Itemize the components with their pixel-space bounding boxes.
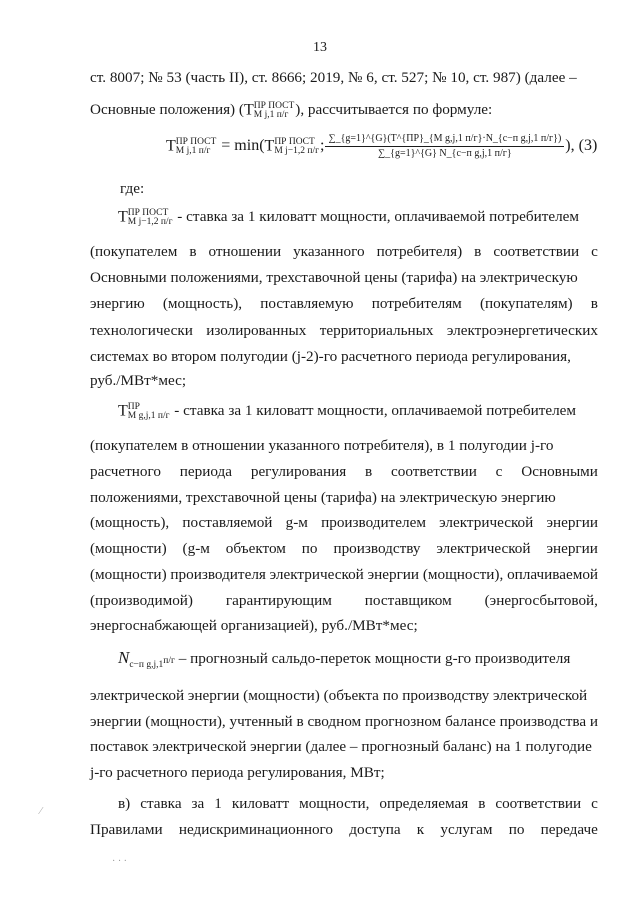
- formula-3: T ПР ПОСТ М j,1 п/г = min(T ПР ПОСТ М j−1,2 п/г ; $\frac{\text{∑\_\{g=1\}\textasciicircum{}\{G\}(T\textasciicircum{}\{ПР\}\_\{M g,j,1 п/г\}·N\_\{с−п g,j,1 п/г\})}}{\text{∑\_\{g=1\}\textasciicircum{}\{G\} N\_\{с−п g,j,1 п/г\}}}$ ), (3): [166, 133, 598, 159]
- word: объектом: [225, 540, 286, 558]
- text-line: [90, 591, 598, 611]
- word: с: [591, 795, 598, 812]
- word: (энергосбытовой,: [484, 591, 598, 609]
- word: производству: [333, 540, 421, 558]
- word: ст. 8007; № 53 (часть II), ст. 8666; 2019, № 6, ст. 527; № 10, ст. 987) (далее –: [90, 69, 577, 86]
- word: потребителя): [376, 243, 463, 260]
- word: гарантирующим: [225, 591, 332, 609]
- word: (g-м: [182, 540, 210, 558]
- word: Основными положениями, трехставочной цены (тарифа) на электрическую: [90, 269, 578, 287]
- word: соответствии: [495, 795, 582, 812]
- word: (производимой): [90, 591, 193, 609]
- word: киловатт: [231, 795, 290, 812]
- word: системах во втором полугодии (j-2)-го расчетного периода регулирования,: [90, 347, 571, 365]
- where-label: где:: [120, 180, 145, 197]
- word: (мощность),: [90, 514, 170, 532]
- text-line: [90, 242, 598, 262]
- tariff-symbol: T: [243, 101, 254, 119]
- text-line: [90, 513, 598, 533]
- text-line: [90, 294, 598, 314]
- word: энергию: [90, 295, 145, 313]
- text-line: [90, 268, 598, 288]
- word: ставка: [140, 795, 182, 812]
- word: (покупателем в отношении указанного потребителя), в 1 полугодии j-го: [90, 437, 554, 454]
- word: 1: [214, 795, 222, 812]
- word: в): [118, 795, 131, 812]
- page-number: 13: [313, 40, 327, 55]
- word: с: [591, 243, 598, 260]
- word: по: [301, 540, 318, 558]
- intro-line-2: Основные положения) (T ПР ПОСТ М j,1 п/г ), рассчитывается по формуле:: [90, 100, 493, 120]
- word: недискриминационного: [178, 821, 334, 838]
- formula-numerator: ∑_{g=1}^{G}(T^{ПР}_{M g,j,1 п/г}·N_{с−п g,j,1 п/г}): [325, 132, 564, 147]
- formula-fraction: [325, 132, 564, 161]
- word: в: [590, 295, 598, 313]
- word: определяемая: [379, 795, 469, 812]
- word: услугам: [440, 821, 493, 838]
- word: территориальных: [319, 321, 434, 339]
- text-line: [90, 539, 598, 559]
- def2-last: энергоснабжающей организацией), руб./МВт*мес;: [90, 617, 418, 634]
- word: энергии: [546, 540, 598, 558]
- def3-last: j-го расчетного периода регулирования, МВт;: [90, 764, 385, 781]
- word: соответствии: [493, 243, 580, 260]
- word: (покупателям): [479, 295, 573, 313]
- formula-denominator: ∑_{g=1}^{G} N_{с−п g,j,1 п/г}: [378, 148, 512, 159]
- word: электрической энергии (мощности) (объекта по производству электрической: [90, 687, 588, 704]
- word: Правилами: [90, 821, 163, 838]
- def3-first-line: $N_{с-п g,j,1^{п/г}}$ – прогнозный сальдо-переток мощности g-го производителя: [118, 648, 571, 671]
- text-line: [90, 347, 598, 367]
- word: Основными: [521, 462, 598, 480]
- text-line: [90, 321, 598, 341]
- word: поставляемую: [260, 295, 354, 313]
- word: положениями, трехставочной цены (тарифа) на электрическую энергию: [90, 488, 556, 506]
- word: указанного: [293, 243, 365, 260]
- word: с: [495, 462, 503, 480]
- text-line: [90, 565, 598, 585]
- word: энергии (мощности), учтенный в сводном прогнозном балансе производства и: [90, 712, 598, 730]
- def2-first-line: T ПР М g,j,1 п/г - ставка за 1 киловатт мощности, оплачиваемой потребителем: [118, 401, 577, 421]
- word: регулирования: [250, 462, 347, 480]
- scan-mark: · · ·: [112, 856, 127, 867]
- text-line: [90, 462, 598, 482]
- word: доступа: [349, 821, 401, 838]
- scan-mark: ⁄: [40, 806, 42, 817]
- text-line: [90, 712, 598, 732]
- text-line: [90, 686, 598, 706]
- word: изолированных: [206, 321, 307, 339]
- text-line: [118, 794, 598, 814]
- word: электрической: [436, 540, 531, 558]
- def1-last: руб./МВт*мес;: [90, 372, 187, 389]
- word: (покупателем: [90, 243, 178, 260]
- word: по: [508, 821, 525, 838]
- text-line: [90, 820, 598, 840]
- word: энергии: [546, 514, 598, 532]
- text-line: [90, 737, 598, 757]
- word: к: [416, 821, 425, 838]
- intro-line-1: [90, 68, 598, 88]
- word: (мощности): [90, 540, 167, 558]
- word: потребителям: [371, 295, 462, 313]
- word: в: [474, 243, 482, 260]
- word: производителем: [321, 514, 426, 532]
- word: (мощность),: [162, 295, 243, 313]
- text-line: [90, 436, 598, 456]
- word: передаче: [540, 821, 598, 838]
- word: электроэнергетических: [446, 321, 598, 339]
- word: мощности,: [299, 795, 370, 812]
- word: в: [365, 462, 373, 480]
- word: технологически: [90, 321, 193, 339]
- word: в: [478, 795, 486, 812]
- word: g-м: [285, 514, 308, 532]
- word: в: [189, 243, 197, 260]
- word: соответствии: [391, 462, 477, 480]
- word: поставляемой: [182, 514, 273, 532]
- word: расчетного: [90, 462, 161, 480]
- word: за: [191, 795, 205, 812]
- word: поставок электрической энергии (далее – прогнозный баланс) на 1 полугодие: [90, 738, 592, 756]
- text-line: [90, 488, 598, 508]
- def1-first-line: T ПР ПОСТ М j−1,2 п/г - ставка за 1 киловатт мощности, оплачиваемой потребителем: [118, 207, 580, 227]
- word: поставщиком: [364, 591, 452, 609]
- word: периода: [179, 462, 233, 480]
- word: отношении: [208, 243, 282, 260]
- word: электрической: [439, 514, 534, 532]
- word: (мощности) производителя электрической энергии (мощности), оплачиваемой: [90, 566, 599, 583]
